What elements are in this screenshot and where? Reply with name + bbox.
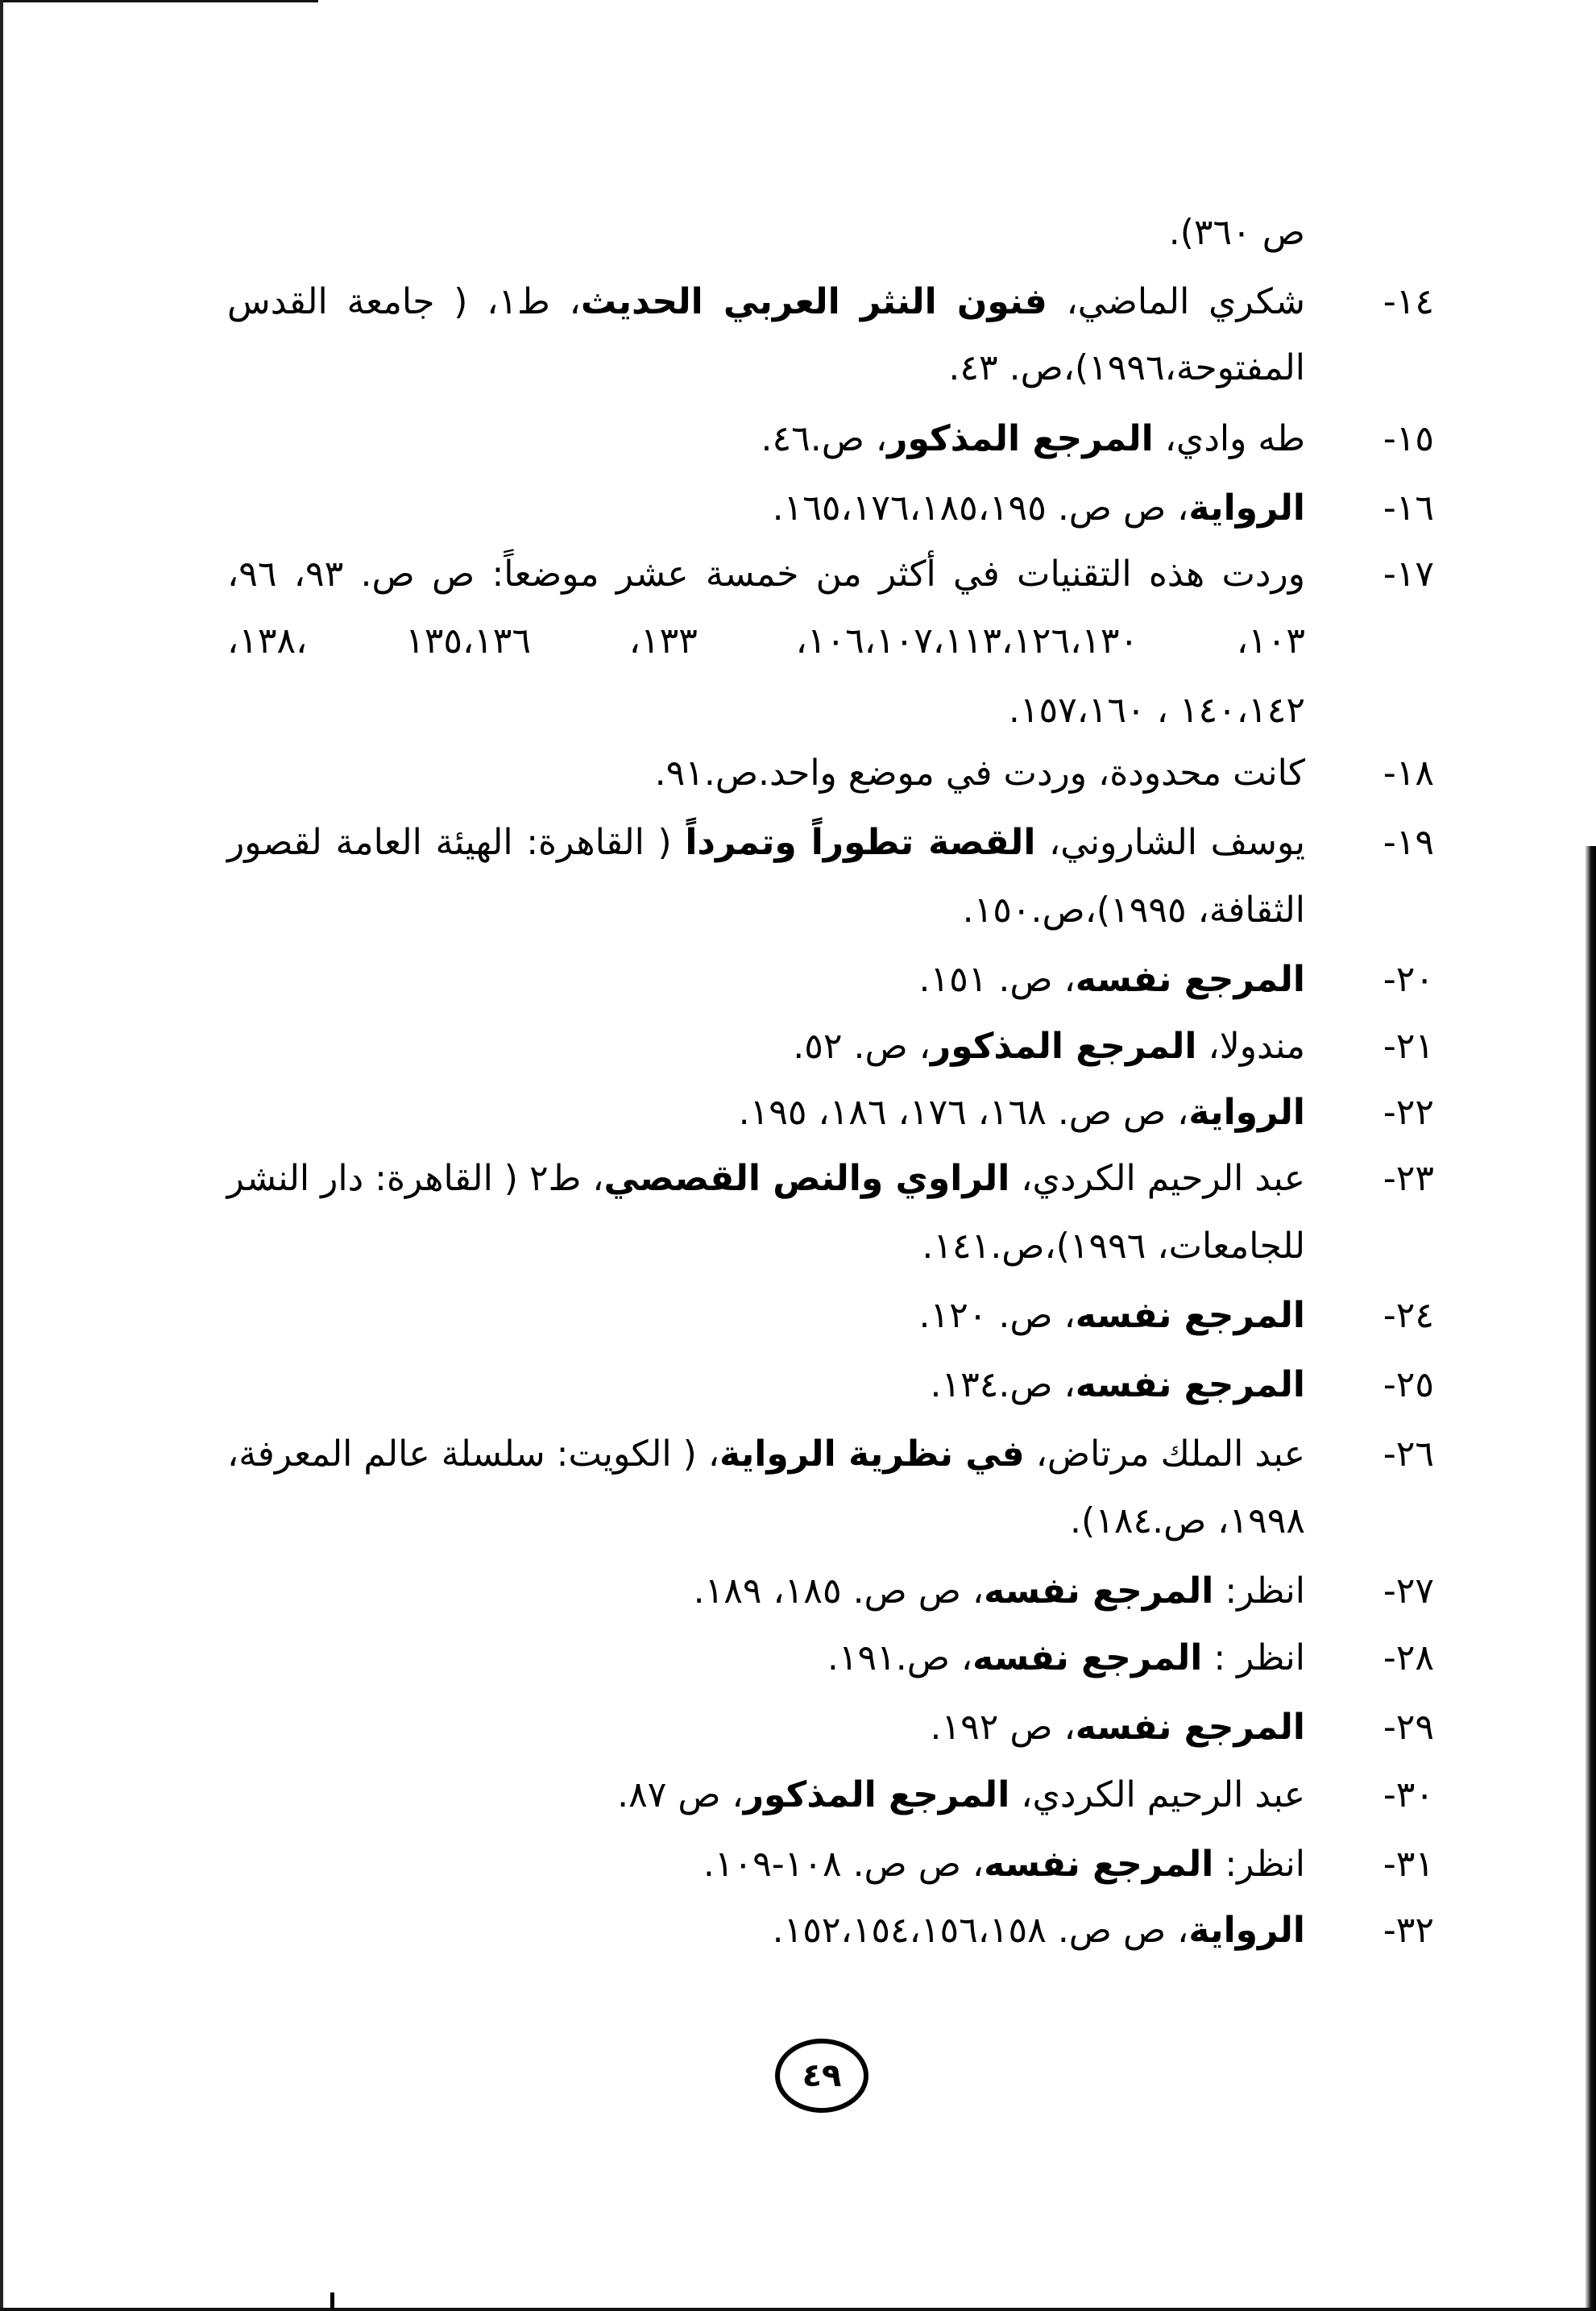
entry-text-tail: ( القاهرة: الهيئة العامة لقصور: [227, 822, 686, 863]
entry-text-tail: ، ص. ١٢٠.: [918, 1295, 1076, 1336]
footnote-entry: [227, 1767, 1305, 1823]
scan-edge-bottom: [0, 2308, 1596, 2311]
footnote-number: ١٤-: [1383, 281, 1434, 322]
page-number-badge: [775, 2039, 868, 2113]
footnote-number: ٣٢-: [1383, 1910, 1434, 1951]
entry-text: كانت محدودة، وردت في موضع واحد.ص.٩١.: [654, 753, 1305, 794]
reference-title: الرواية: [1188, 1910, 1305, 1951]
entry-text: عبد الرحيم الكردي،: [1009, 1158, 1305, 1199]
entry-text-tail: ، ص ص. ١٥٢،١٥٤،١٥٦،١٥٨.: [772, 1910, 1189, 1951]
footnote-continuation: [227, 882, 1305, 939]
reference-title: المرجع نفسه: [984, 1844, 1214, 1885]
reference-title: المرجع المذكور: [887, 418, 1154, 459]
footnote-number: ٢٨-: [1383, 1637, 1434, 1678]
entry-text: وردت هذه التقنيات في أكثر من خمسة عشر موضعاً: ص ص. ٩٣، ٩٦،: [227, 554, 1305, 595]
footnote-number: ٢٣-: [1383, 1158, 1434, 1199]
page-number: ٤٩: [802, 2057, 842, 2094]
entry-text: انظر:: [1213, 1844, 1305, 1885]
footnote-entry: [227, 1357, 1305, 1413]
footnote-entry: [227, 1699, 1305, 1756]
reference-title: المرجع نفسه: [1075, 1364, 1305, 1405]
entry-text-tail: ، ط٢ ( القاهرة: دار النشر: [226, 1158, 604, 1199]
entry-text-tail: ، ص ٨٧.: [617, 1774, 744, 1815]
footnote-continuation: [227, 205, 1305, 261]
scan-edge-top: [0, 0, 318, 2]
reference-title: في نظرية الرواية: [719, 1433, 1025, 1475]
footnote-number: ٢١-: [1383, 1026, 1434, 1067]
entry-text: ١٤٠،١٤٢ ، ١٥٧،١٦٠.: [1008, 690, 1305, 731]
entry-text-tail: ، ص ص. ١٦٨، ١٧٦، ١٨٦، ١٩٥.: [738, 1092, 1189, 1133]
entry-text: عبد الملك مرتاض،: [1024, 1433, 1305, 1475]
footnote-continuation: [227, 1218, 1305, 1275]
footnote-number: ١٧-: [1383, 554, 1434, 595]
entry-text: انظر:: [1213, 1570, 1305, 1612]
reference-title: المرجع نفسه: [1075, 1707, 1305, 1748]
scan-artifact: [330, 2292, 334, 2309]
entry-text-tail: ، ( الكويت: سلسلة عالم المعرفة،: [227, 1433, 720, 1475]
footnote-number: ٢٩-: [1383, 1707, 1434, 1748]
footnote-entry: [227, 952, 1305, 1008]
footnote-entry: [227, 1085, 1305, 1141]
footnote-number: ٢٤-: [1383, 1295, 1434, 1336]
entry-text-tail: ، ص ١٩٢.: [930, 1707, 1076, 1748]
footnote-number: ١٦-: [1383, 488, 1434, 529]
footnote-number: ٣٠-: [1383, 1774, 1434, 1815]
scan-edge-left: [0, 0, 3, 2311]
footnote-continuation: [227, 613, 1305, 670]
entry-text: ص ٣٦٠).: [1168, 212, 1305, 253]
entry-text: مندولا،: [1196, 1026, 1305, 1067]
footnote-entry: [227, 745, 1305, 802]
reference-title: الرواية: [1188, 1092, 1305, 1133]
footnote-number: ١٥-: [1383, 418, 1434, 459]
footnote-number: ٢٠-: [1383, 959, 1434, 1000]
footnote-number: ٢٦-: [1383, 1433, 1434, 1475]
entry-text: انظر :: [1202, 1637, 1305, 1678]
entry-text-tail: ، ص.١٣٤.: [930, 1364, 1076, 1405]
footnote-number: ٢٢-: [1383, 1092, 1434, 1133]
entry-text: للجامعات، ١٩٩٦)،ص.١٤١.: [922, 1226, 1305, 1267]
entry-text: ١٠٣، ١٠٦،١٠٧،١١٣،١٢٦،١٣٠، ١٣٣، ١٣٥،١٣٦ ،١٣٨،: [227, 620, 1306, 662]
entry-text: الثقافة، ١٩٩٥)،ص.١٥٠.: [962, 890, 1305, 931]
footnote-entry: [227, 480, 1305, 537]
footnote-entry: [227, 546, 1305, 603]
scan-edge-right-shadow: [1585, 846, 1596, 2311]
reference-title: المرجع نفسه: [972, 1637, 1203, 1678]
footnote-number: ٢٧-: [1383, 1570, 1434, 1612]
footnote-entry: [227, 1902, 1305, 1959]
footnote-entry: [227, 1836, 1305, 1893]
footnote-continuation: [227, 1493, 1305, 1550]
entry-text-tail: ، ص ص. ١٠٨-١٠٩.: [703, 1844, 985, 1885]
entry-text: شكري الماضي،: [1047, 281, 1305, 322]
footnote-entry: [227, 815, 1305, 871]
entry-text: طه وادي،: [1153, 418, 1305, 459]
entry-text: ١٩٩٨، ص.١٨٤).: [1070, 1500, 1305, 1541]
entry-text: يوسف الشاروني،: [1035, 822, 1305, 863]
reference-title: الراوي والنص القصصي: [603, 1158, 1010, 1199]
entry-text: عبد الرحيم الكردي،: [1009, 1774, 1305, 1815]
reference-title: المرجع نفسه: [1075, 1295, 1305, 1336]
footnote-entry: [227, 411, 1305, 467]
reference-title: المرجع المذكور: [930, 1026, 1197, 1067]
footnote-number: ١٨-: [1383, 753, 1434, 794]
footnote-entry: [227, 1426, 1305, 1483]
reference-title: الرواية: [1188, 488, 1305, 529]
entry-text-tail: ، ص ص. ١٦٥،١٧٦،١٨٥،١٩٥.: [772, 488, 1189, 529]
entry-text-tail: ، ص. ١٥١.: [918, 959, 1076, 1000]
reference-title: المرجع نفسه: [984, 1570, 1214, 1612]
footnote-entry: [227, 1151, 1305, 1207]
footnote-continuation: [227, 340, 1305, 396]
footnote-number: ١٩-: [1383, 822, 1434, 863]
footnote-number: ٢٥-: [1383, 1364, 1434, 1405]
footnote-number: ٣١-: [1383, 1844, 1434, 1885]
footnote-continuation: [227, 683, 1305, 739]
entry-text-tail: ، ص ص. ١٨٥، ١٨٩.: [693, 1570, 985, 1612]
footnote-entry: [227, 1019, 1305, 1075]
reference-title: فنون النثر العربي الحديث: [580, 281, 1047, 322]
reference-title: المرجع نفسه: [1075, 959, 1305, 1000]
entry-text-tail: ، ط١، ( جامعة القدس: [227, 281, 581, 322]
entry-text-tail: ، ص.١٩١.: [827, 1637, 973, 1678]
footnote-entry: [227, 1288, 1305, 1344]
entry-text-tail: ، ص. ٥٢.: [793, 1026, 931, 1067]
footnote-entry: [227, 1630, 1305, 1687]
reference-title: المرجع المذكور: [743, 1774, 1010, 1815]
reference-title: القصة تطوراً وتمرداً: [685, 822, 1036, 863]
entry-text-tail: ، ص.٤٦.: [761, 418, 888, 459]
entry-text: المفتوحة،١٩٩٦)،ص. ٤٣.: [948, 347, 1305, 388]
footnote-entry: [227, 274, 1305, 330]
footnote-entry: [227, 1563, 1305, 1620]
